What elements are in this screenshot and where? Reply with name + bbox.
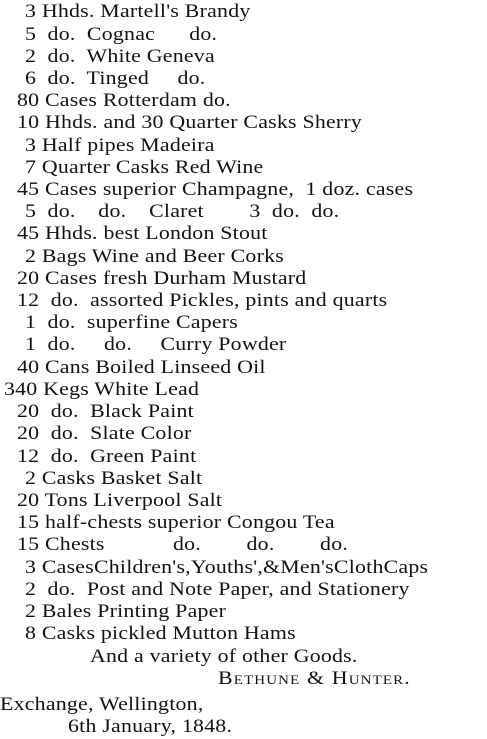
item-line: 40 Cans Boiled Linseed Oil (17, 357, 266, 378)
date-line: 6th January, 1848. (68, 716, 233, 737)
item-line: 15 Chests do. do. do. (17, 534, 349, 555)
item-line: 5 do. do. Claret 3 do. do. (25, 201, 340, 222)
item-line: 20 Cases fresh Durham Mustard (17, 268, 307, 289)
item-line: 3 CasesChildren's,Youths',&Men'sClothCaps (25, 557, 429, 578)
item-line: 2 Casks Basket Salt (25, 468, 203, 489)
item-line: 45 Cases superior Champagne, 1 doz. cases (17, 179, 414, 200)
item-line: 45 Hhds. best London Stout (17, 223, 268, 244)
item-line: 1 do. superfine Capers (25, 312, 239, 333)
item-line: 7 Quarter Casks Red Wine (25, 157, 264, 178)
item-line: 20 do. Slate Color (17, 423, 192, 444)
place-line: Exchange, Wellington, (0, 694, 204, 715)
item-line: 6 do. Tinged do. (25, 68, 206, 89)
item-line: 10 Hhds. and 30 Quarter Casks Sherry (17, 112, 363, 133)
item-line: 12 do. Green Paint (17, 446, 197, 467)
signature: Bethune & Hunter. (218, 668, 411, 689)
item-line: 20 Tons Liverpool Salt (17, 490, 223, 511)
item-line: 20 do. Black Paint (17, 401, 194, 422)
item-line: 1 do. do. Curry Powder (25, 334, 287, 355)
closing-line: And a variety of other Goods. (90, 646, 358, 667)
item-line: 2 Bales Printing Paper (25, 601, 227, 622)
item-line: 80 Cases Rotterdam do. (17, 90, 231, 111)
item-line: 8 Casks pickled Mutton Hams (25, 623, 296, 644)
item-line: 2 do. White Geneva (25, 46, 215, 67)
item-line: 2 Bags Wine and Beer Corks (25, 246, 284, 267)
item-line: 12 do. assorted Pickles, pints and quarts (17, 290, 388, 311)
item-line: 3 Half pipes Madeira (25, 135, 215, 156)
item-line: 2 do. Post and Note Paper, and Stationery (25, 579, 410, 600)
item-line: 15 half-chests superior Congou Tea (17, 512, 335, 533)
item-line: 340 Kegs White Lead (4, 379, 200, 400)
item-line: 3 Hhds. Martell's Brandy (25, 1, 251, 22)
item-line: 5 do. Cognac do. (25, 24, 218, 45)
